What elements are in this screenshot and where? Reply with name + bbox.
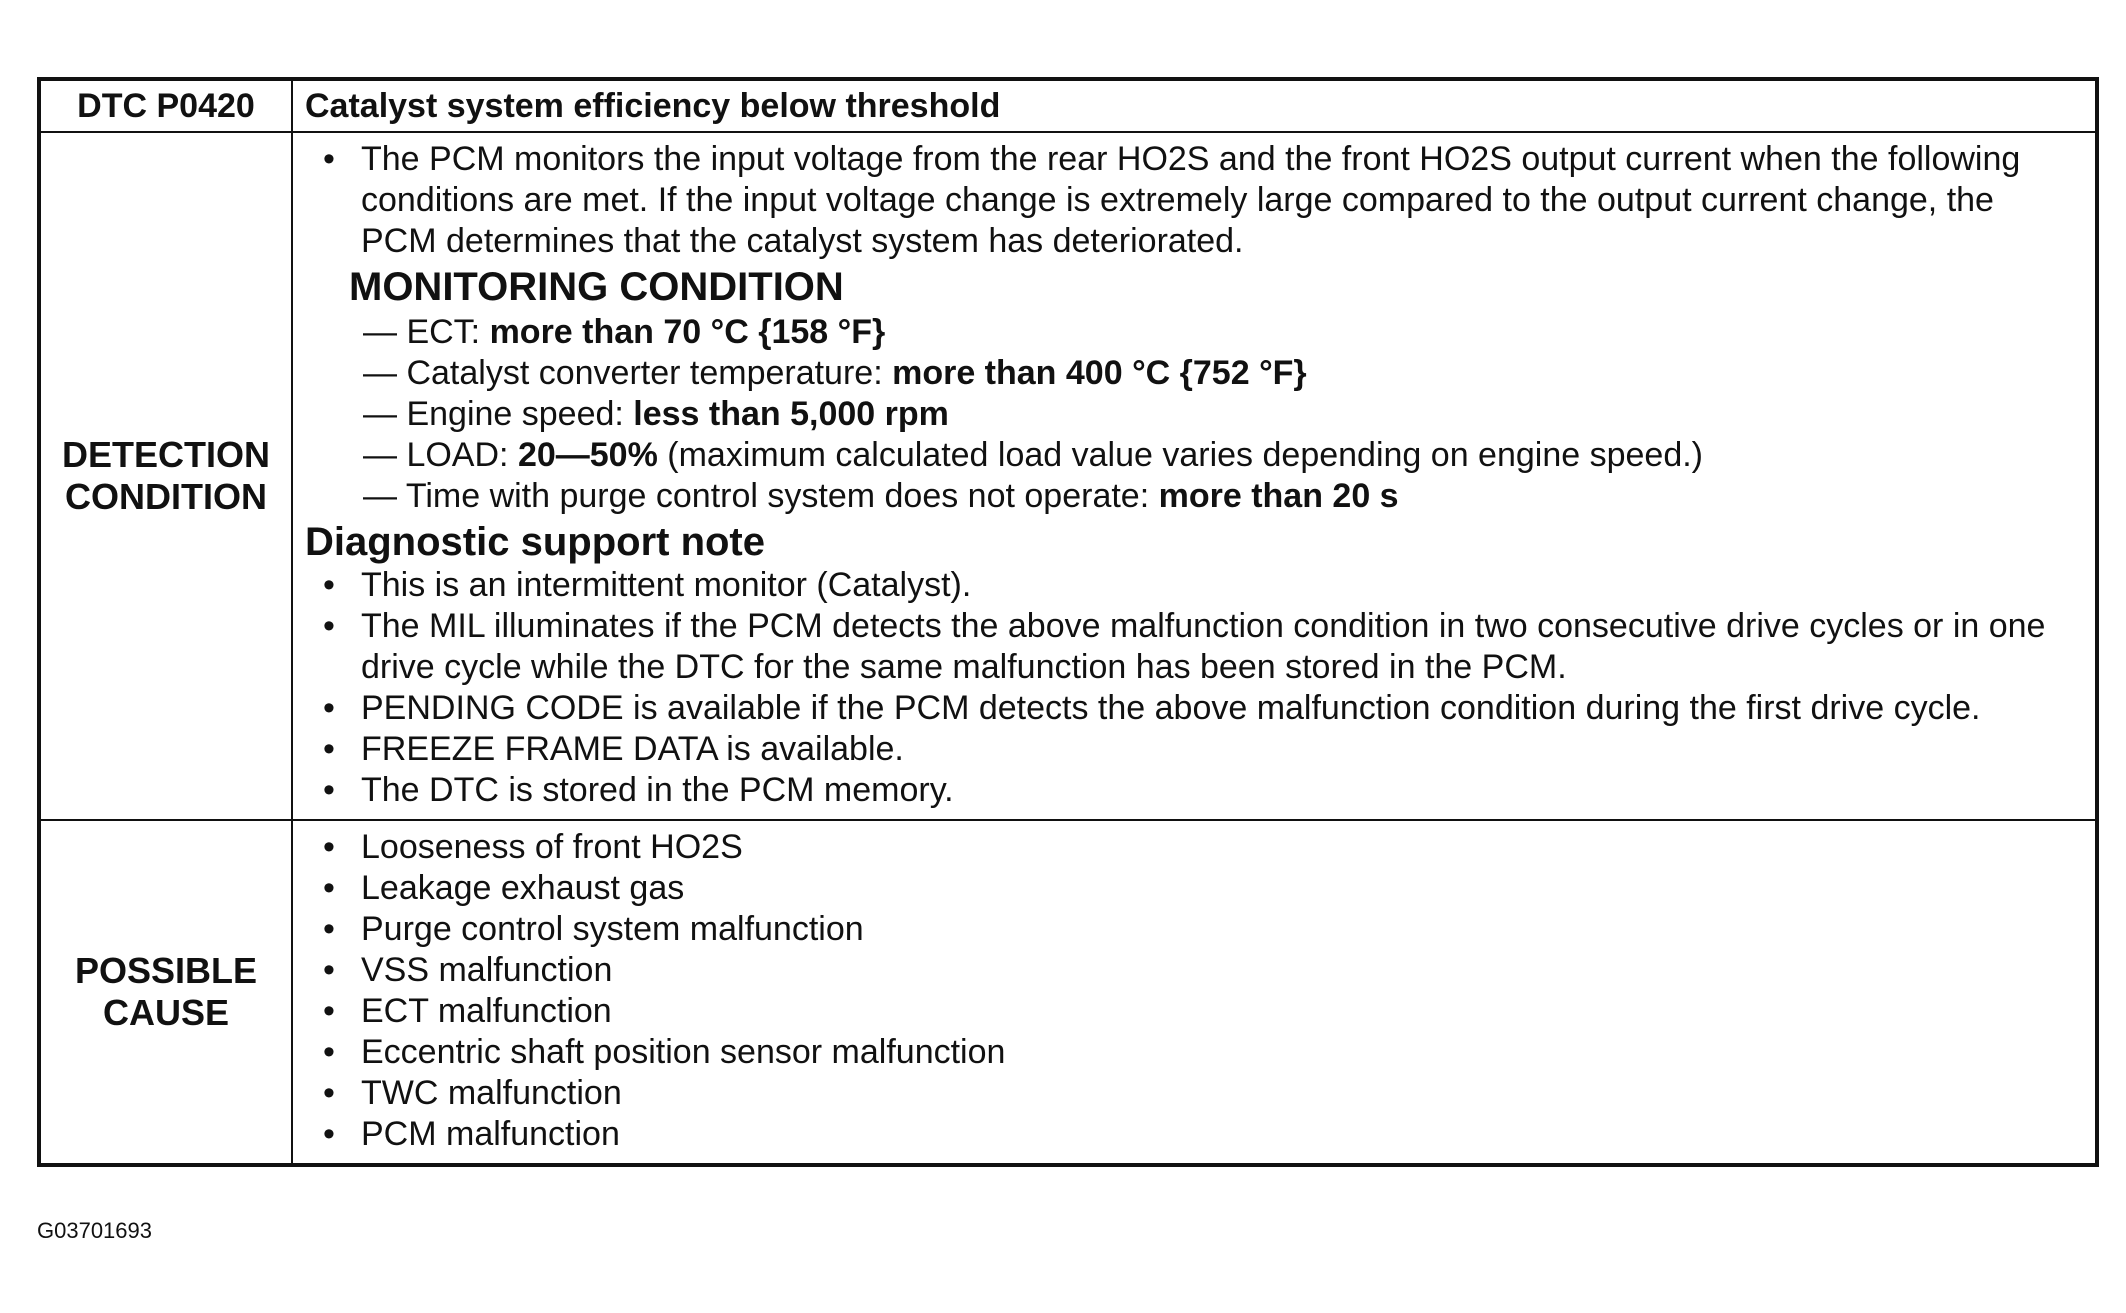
detection-intro-text: The PCM monitors the input voltage from the rear HO2S and the front HO2S output current when the following conditions are met. If the input voltage change is extremely large compared to the output current change, the PCM determines that the catalyst system has deteriorated. bbox=[361, 140, 2021, 260]
bullet-icon: • bbox=[323, 140, 335, 178]
diagnostic-notes bbox=[305, 565, 2075, 811]
condition-label: — Time with purge control system does not operate: bbox=[363, 477, 1159, 515]
condition-label: — ECT: bbox=[363, 313, 490, 351]
possible-cause-item bbox=[305, 1073, 2075, 1114]
dtc-title: Catalyst system efficiency below threshold bbox=[292, 79, 2097, 132]
bullet-icon: • bbox=[323, 689, 335, 727]
diagnostic-note-item-text: The DTC is stored in the PCM memory. bbox=[361, 771, 954, 809]
figure-id: G03701693 bbox=[37, 1218, 152, 1243]
possible-cause-item-text: Looseness of front HO2S bbox=[361, 828, 743, 866]
diagnostic-note-item bbox=[305, 729, 2075, 770]
dtc-code: DTC P0420 bbox=[39, 79, 292, 132]
possible-cause-item bbox=[305, 1032, 2075, 1073]
diagnostic-note-heading: Diagnostic support note bbox=[305, 520, 765, 564]
detection-body bbox=[292, 132, 2097, 820]
possible-cause-item-text: ECT malfunction bbox=[361, 992, 612, 1030]
possible-cause-label bbox=[39, 820, 292, 1165]
possible-cause-item-text: VSS malfunction bbox=[361, 951, 613, 989]
diagnostic-note-item-text: The MIL illuminates if the PCM detects the above malfunction condition in two consecutive drive cycles or in one drive cycle while the DTC for the same malfunction has been stored in the PCM. bbox=[361, 607, 2046, 686]
condition-label: — Engine speed: bbox=[363, 395, 634, 433]
possible-cause-item-text: Leakage exhaust gas bbox=[361, 869, 685, 907]
monitoring-heading: MONITORING CONDITION bbox=[349, 265, 844, 309]
detection-intro-list bbox=[305, 139, 2075, 262]
diagnostic-note-item bbox=[305, 565, 2075, 606]
monitoring-condition-item bbox=[363, 353, 2075, 394]
condition-value: more than 20 s bbox=[1158, 477, 1399, 515]
monitoring-conditions bbox=[305, 312, 2075, 517]
possible-cause-item-text: PCM malfunction bbox=[361, 1115, 620, 1153]
bullet-icon: • bbox=[323, 869, 335, 907]
condition-value: more than 70 °C {158 °F} bbox=[489, 313, 886, 351]
monitoring-condition-item bbox=[363, 476, 2075, 517]
condition-value: more than 400 °C {752 °F} bbox=[892, 354, 1307, 392]
bullet-icon: • bbox=[323, 828, 335, 866]
bullet-icon: • bbox=[323, 730, 335, 768]
possible-cause-body bbox=[292, 820, 2097, 1165]
detection-label bbox=[39, 132, 292, 820]
condition-value: less than 5,000 rpm bbox=[633, 395, 949, 433]
possible-cause-item bbox=[305, 950, 2075, 991]
possible-cause-label-line2: CAUSE bbox=[102, 992, 230, 1033]
diagnostic-note-item-text: FREEZE FRAME DATA is available. bbox=[361, 730, 904, 768]
bullet-icon: • bbox=[323, 992, 335, 1030]
diagnostic-note-item bbox=[305, 606, 2075, 688]
bullet-icon: • bbox=[323, 1115, 335, 1153]
bullet-icon: • bbox=[323, 1074, 335, 1112]
bullet-icon: • bbox=[323, 951, 335, 989]
bullet-icon: • bbox=[323, 566, 335, 604]
possible-cause-item bbox=[305, 1114, 2075, 1155]
detection-label-line2: CONDITION bbox=[65, 476, 267, 517]
diagnostic-note-item bbox=[305, 770, 2075, 811]
diagnostic-note-item bbox=[305, 688, 2075, 729]
bullet-icon: • bbox=[323, 771, 335, 809]
bullet-icon: • bbox=[323, 1033, 335, 1071]
monitoring-condition-item bbox=[363, 312, 2075, 353]
detection-label-line1: DETECTION bbox=[61, 434, 270, 475]
monitoring-condition-item bbox=[363, 435, 2075, 476]
possible-cause-item-text: Purge control system malfunction bbox=[361, 910, 864, 948]
possible-cause-item bbox=[305, 827, 2075, 868]
condition-label: — LOAD: bbox=[363, 436, 518, 474]
possible-cause-row bbox=[39, 820, 2097, 1165]
possible-cause-item-text: TWC malfunction bbox=[361, 1074, 622, 1112]
header-row bbox=[39, 79, 2097, 132]
condition-label: — Catalyst converter temperature: bbox=[363, 354, 893, 392]
possible-cause-list bbox=[305, 827, 2075, 1155]
possible-cause-label-line1: POSSIBLE bbox=[74, 950, 258, 991]
possible-cause-item-text: Eccentric shaft position sensor malfunction bbox=[361, 1033, 1006, 1071]
condition-note: (maximum calculated load value varies depending on engine speed.) bbox=[657, 436, 1703, 474]
possible-cause-item bbox=[305, 991, 2075, 1032]
dtc-table bbox=[37, 77, 2099, 1167]
detection-intro bbox=[305, 139, 2075, 262]
bullet-icon: • bbox=[323, 910, 335, 948]
possible-cause-item bbox=[305, 909, 2075, 950]
possible-cause-item bbox=[305, 868, 2075, 909]
diagnostic-note-item-text: PENDING CODE is available if the PCM detects the above malfunction condition during the first drive cycle. bbox=[361, 689, 1981, 727]
condition-value: 20—50% bbox=[517, 436, 658, 474]
detection-row bbox=[39, 132, 2097, 820]
bullet-icon: • bbox=[323, 607, 335, 645]
monitoring-condition-item bbox=[363, 394, 2075, 435]
diagnostic-note-item-text: This is an intermittent monitor (Catalyst). bbox=[361, 566, 972, 604]
